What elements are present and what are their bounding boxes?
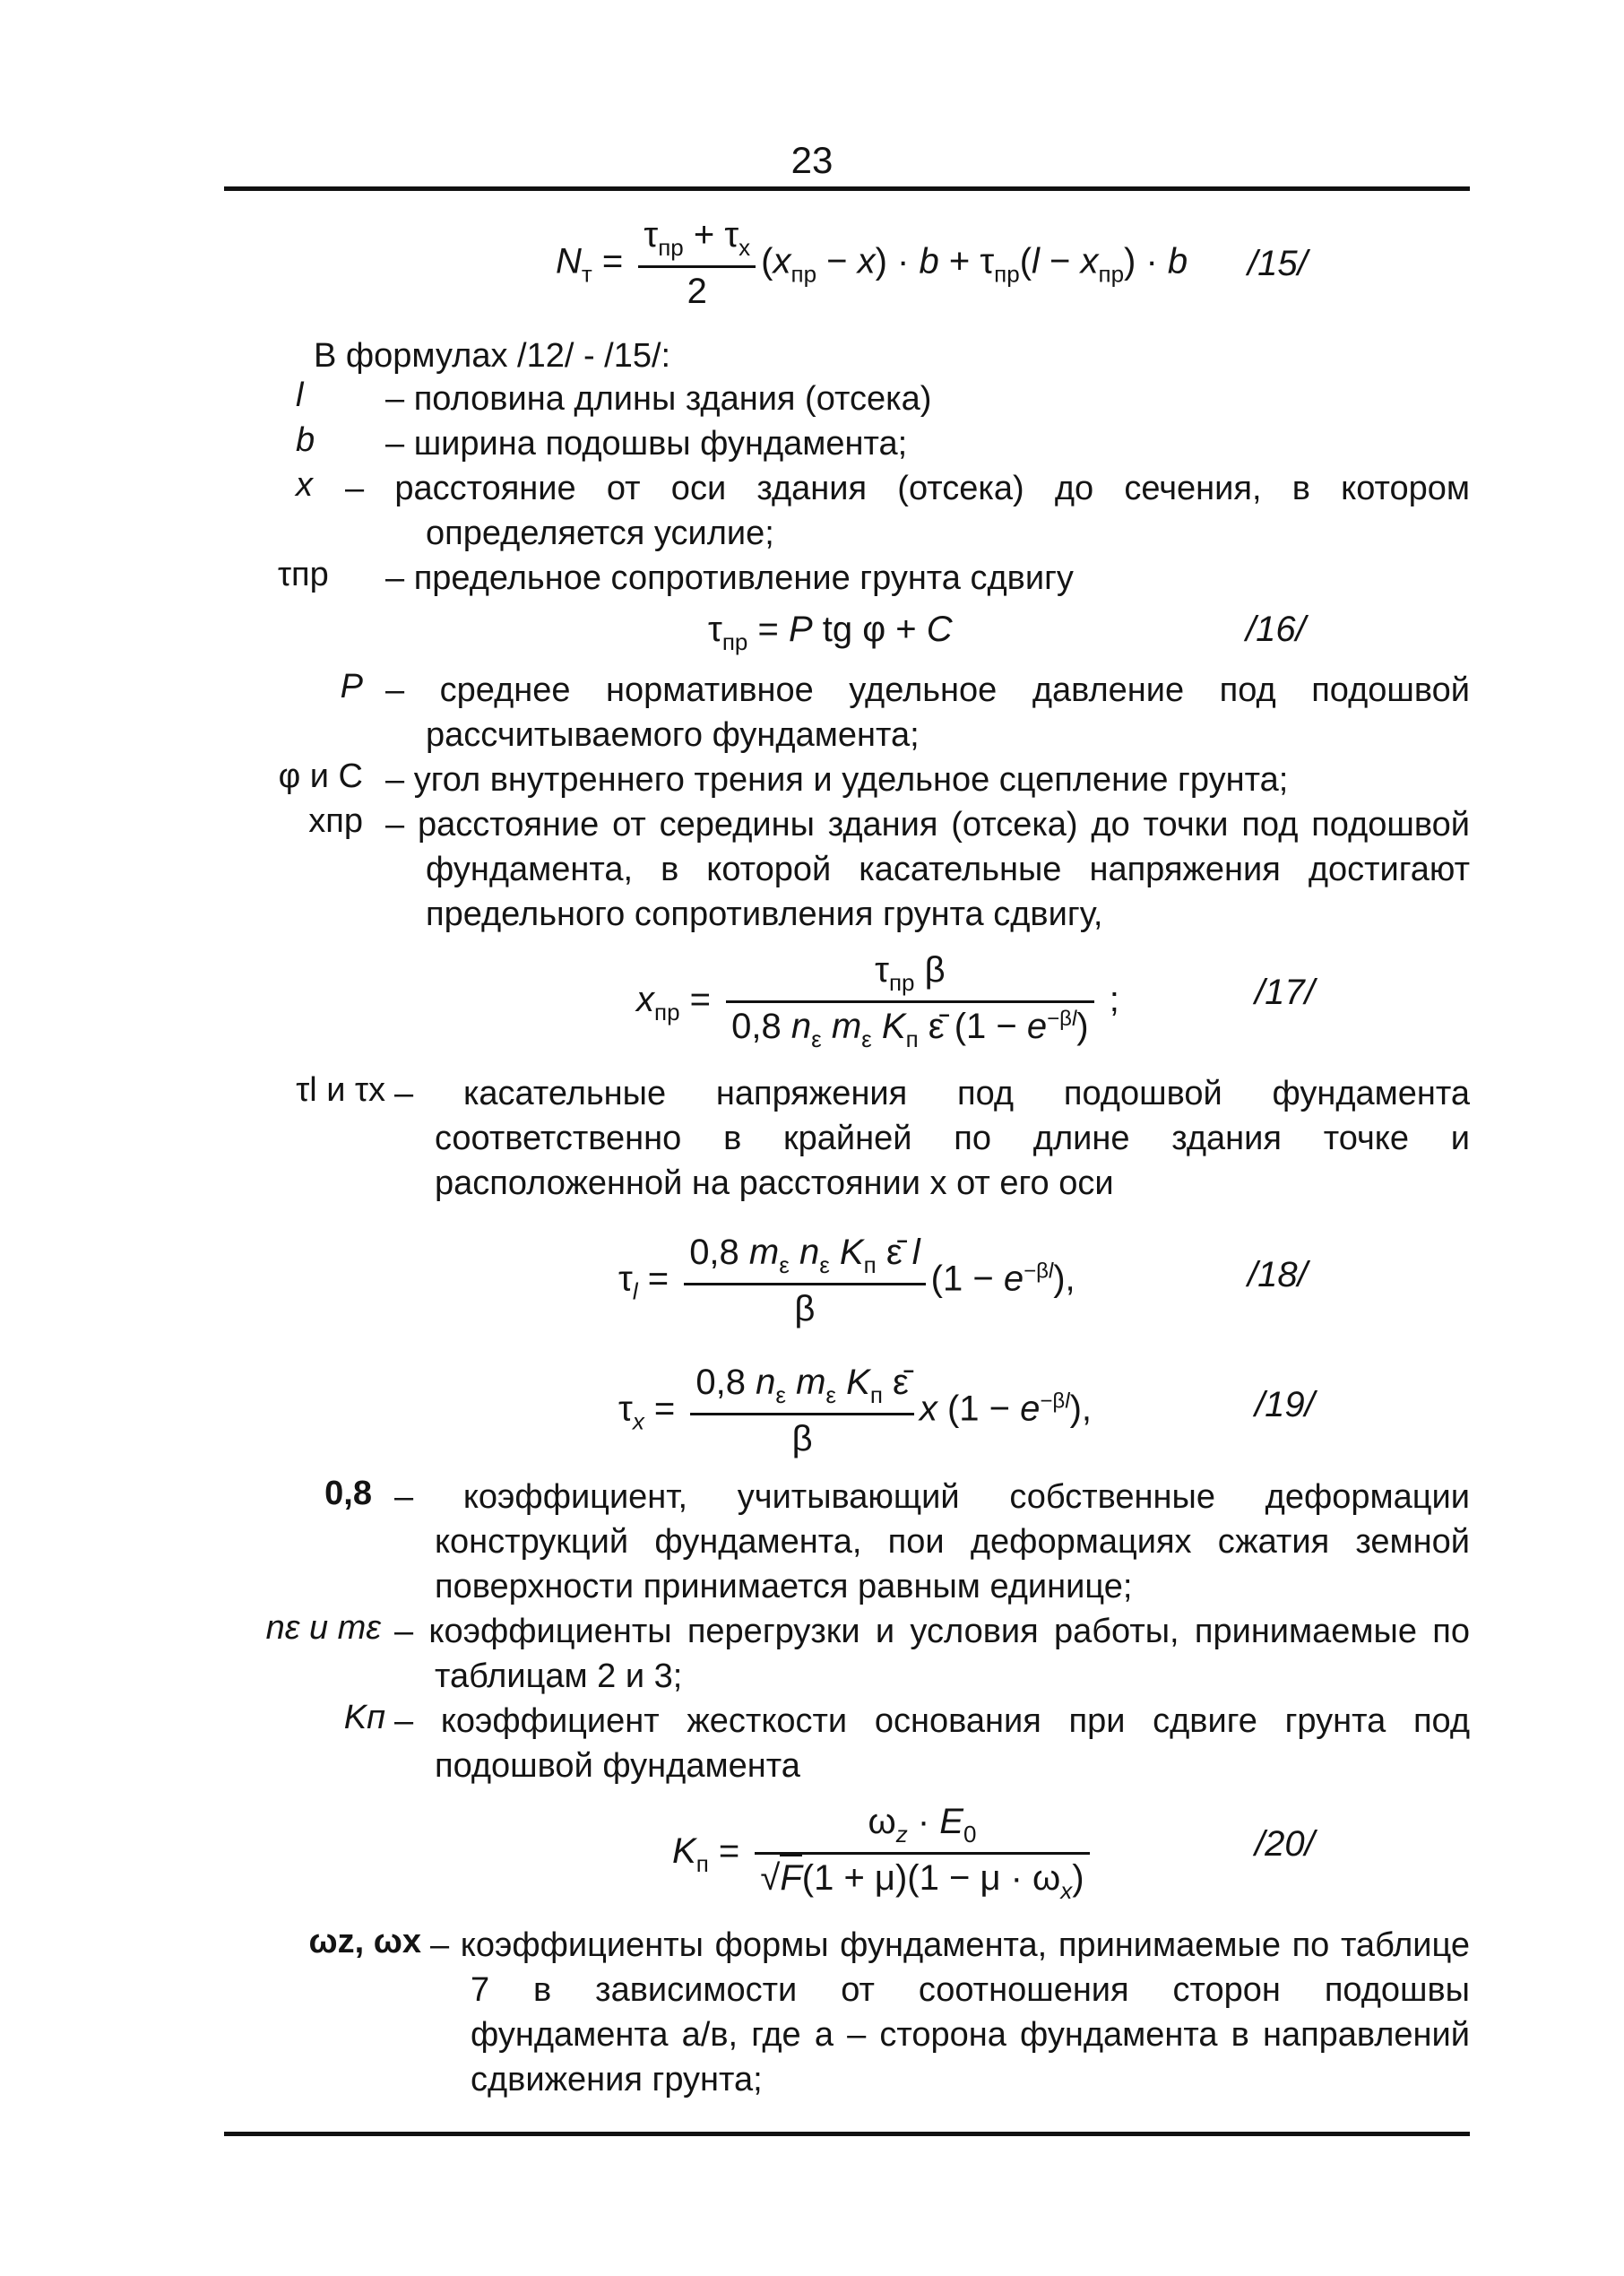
definition-tau-l-tau-x-text: – касательные напряжения под подошвой фундамента соответственно в крайней по длине здания точке и расположенной на расстоянии x от его оси: [394, 1075, 1470, 1202]
term-tau-l-tau-x: τl и τx: [296, 1071, 385, 1109]
definition-phi-c: [385, 757, 1470, 802]
definition-l-text: – половина длины здания (отсека): [385, 380, 932, 418]
term-l: l: [296, 376, 304, 414]
equation-number-17: /17/: [1255, 973, 1315, 1012]
term-n-m: nε и mε: [265, 1609, 381, 1647]
bottom-rule: [224, 2132, 1470, 2136]
definition-x-pr: [385, 802, 1470, 937]
term-0-8: 0,8: [324, 1475, 372, 1512]
definition-p: [385, 668, 1470, 757]
formula-17: $x_{пр}$ = $\frac{\tau_{пр} \beta}{0,8 n_\varepsilon m_\varepsilon K_п \varepsilon̄ (1 - e^{-\beta l})}$ ;: [636, 950, 1119, 1052]
definition-omega-text: – коэффициенты формы фундамента, принимаемые по таблице 7 в зависимости от соотношения сторон подошвы фундамента а/в, где а – сторона фундамента в направлений сдвижения грунта;: [430, 1926, 1470, 2099]
term-tau-pr: τпр: [278, 556, 329, 593]
formula-15: $N_т$ = $\frac{\tau_{пр} + \tau_x}{2}$ $(x_{пр} - x) \cdot b + \tau_{пр}(l - x_{пр}) \cdot b$: [556, 215, 1188, 311]
definition-tau-l-tau-x: [394, 1071, 1470, 1206]
term-x: x: [296, 466, 313, 504]
definition-k-p: [394, 1699, 1470, 1788]
definition-n-m: [394, 1609, 1470, 1699]
definition-phi-c-text: – угол внутреннего трения и удельное сцепление грунта;: [385, 761, 1289, 799]
definition-n-m-text: – коэффициенты перегрузки и условия работы, принимаемые по таблицам 2 и 3;: [394, 1613, 1470, 1695]
definition-b: [385, 421, 1470, 466]
term-phi-c: φ и C: [278, 757, 363, 795]
term-k-p: Kп: [343, 1699, 385, 1736]
definition-0-8-text: – коэффициент, учитывающий собственные деформации конструкций фундамента, пои деформациях сжатия земной поверхности принимается равным единице;: [394, 1478, 1470, 1605]
definition-p-text: – среднее нормативное удельное давление под подошвой рассчитываемого фундамента;: [385, 671, 1470, 754]
term-x-pr: xпр: [308, 802, 363, 840]
formulas-intro: В формулах /12/ - /15/:: [314, 337, 671, 375]
term-omega: ωz, ωx: [308, 1923, 421, 1960]
equation-number-15: /15/: [1248, 244, 1308, 283]
definition-x-text: – расстояние от оси здания (отсека) до сечения, в котором определяется усилие;: [345, 470, 1470, 552]
page-number: 23: [790, 139, 834, 181]
formula-19: $\tau_x$ = $\frac{0,8 n_\varepsilon m_\varepsilon K_п \varepsilon̄}{\beta}$ x $(1 - e^{-\beta l})$,: [618, 1363, 1092, 1458]
equation-number-16: /16/: [1246, 610, 1306, 649]
formula-18: $\tau_l$ = $\frac{0,8 m_\varepsilon n_\varepsilon K_п \varepsilon̄ l}{\beta}$ $(1 - e^{-\beta l})$,: [618, 1233, 1075, 1328]
term-b: b: [296, 421, 315, 459]
definition-tau-pr: [385, 556, 1470, 601]
definition-tau-pr-text: – предельное сопротивление грунта сдвигу: [385, 559, 1074, 597]
definition-k-p-text: – коэффициент жесткости основания при сдвиге грунта под подошвой фундамента: [394, 1702, 1470, 1785]
definition-omega: [430, 1923, 1470, 2102]
equation-number-18: /18/: [1248, 1255, 1308, 1294]
definition-b-text: – ширина подошвы фундамента;: [385, 425, 908, 463]
formula-20: $K_п$ = $\frac{\omega_z \cdot E_0}{√F(1 + \mu)(1 - \mu \cdot \omega_x)}$: [672, 1802, 1095, 1905]
definition-l: [385, 376, 1470, 421]
definition-x: [345, 466, 1470, 556]
definition-0-8: [394, 1475, 1470, 1609]
equation-number-19: /19/: [1255, 1385, 1315, 1424]
formula-16: $\tau_{пр} = P$ tg φ + C: [708, 610, 953, 655]
equation-number-20: /20/: [1255, 1824, 1315, 1864]
definition-x-pr-text: – расстояние от середины здания (отсека) до точки под подошвой фундамента, в которой касательные напряжения достигают предельного сопротивления грунта сдвигу,: [385, 806, 1470, 933]
top-rule: [224, 186, 1470, 191]
term-p: P: [340, 668, 363, 705]
